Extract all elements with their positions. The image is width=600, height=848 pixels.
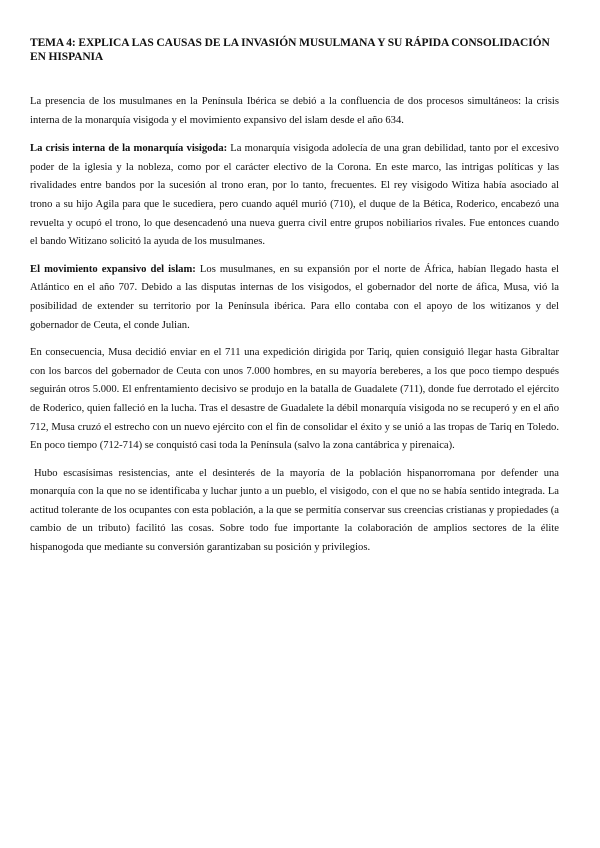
document-page — [30, 36, 559, 567]
document-title: TEMA 4: EXPLICA LAS CAUSAS DE LA INVASIÓN MUSULMANA Y SU RÁPIDA CONSOLIDACIÓN EN HISPANIA — [30, 37, 550, 63]
section-crisis-heading: La crisis interna de la monarquía visigoda: — [30, 143, 228, 155]
section-islam-text: Los musulmanes, en su expansión por el norte de África, habían llegado hasta el Atlántico en el año 707. Debido a las disputas internas de los visigodos, el gobernador del norte de áfica, Musa, vió la posibilidad de extender su territorio por la Península ibérica. Para ello contaba con el apoyo de los witizanos y del gobernador de Ceuta, el conde Julian. — [30, 263, 559, 331]
resistance-paragraph: Hubo escasísimas resistencias, ante el desinterés de la mayoría de la población hispanorromana por defender una monarquía con la que no se identificaba y luchar junto a un pueblo, el visigodo, con el que no se había sentido integrada. La actitud tolerante de los ocupantes con esta población, a la que se permitía conservar sus creencias cristianas y propiedades (a cambio de un tributo) facilitó las cosas. Sobre todo fue importante la colaboración de amplios sectores de la élite hispanogoda que mediante su conversión garantizaban su posición y privilegios. — [30, 467, 559, 554]
section-crisis-text: La monarquía visigoda adolecía de una gran debilidad, tanto por el excesivo poder de la iglesia y la nobleza, como por el carácter electivo de la Corona. En este marco, las intrigas políticas y las rivalidades entre bandos por la sucesión al trono eran, por lo tanto, frecuentes. El rey visigodo Witiza había asociado al trono a su hijo Agila para que le sucediera, pero cuando aquél murió (710), el duque de la Bética, Roderico, encabezó una revuelta y ocupó el trono, lo que desencadenó una nueva guerra civil entre grupos nobiliarios rivales. Fue entonces cuando el bando Witizano solicitó la ayuda de los musulmanes. — [30, 143, 559, 248]
consequence-paragraph: En consecuencia, Musa decidió enviar en el 711 una expedición dirigida por Tariq, quien consiguió llegar hasta Gibraltar con los barcos del gobernador de Ceuta con unos 7.000 hombres, en su mayoría bereberes, a los que poco tiempo después seguirán otros 5.000. El enfrentamiento decisivo se produjo en la batalla de Guadalete (711), donde fue derrotado el ejército de Roderico, quien falleció en la lucha. Tras el desastre de Guadalete la débil monarquía visigoda no se recuperó y en el año 712, Musa cruzó el estrecho con un nuevo ejército con el fin de consolidar el éxito y se unió a las tropas de Tariq en Toledo. En poco tiempo (712-714) se conquistó casi toda la Península (salvo la zona cantábrica y pirenaica). — [30, 347, 559, 452]
section-crisis-paragraph — [30, 140, 559, 252]
section-islam-paragraph — [30, 261, 559, 335]
intro-paragraph: La presencia de los musulmanes en la Península Ibérica se debió a la confluencia de dos procesos simultáneos: la crisis interna de la monarquía visigoda y el movimiento expansivo del islam desde el año 634. — [30, 96, 559, 126]
section-islam-heading: El movimiento expansivo del islam: — [30, 263, 196, 275]
